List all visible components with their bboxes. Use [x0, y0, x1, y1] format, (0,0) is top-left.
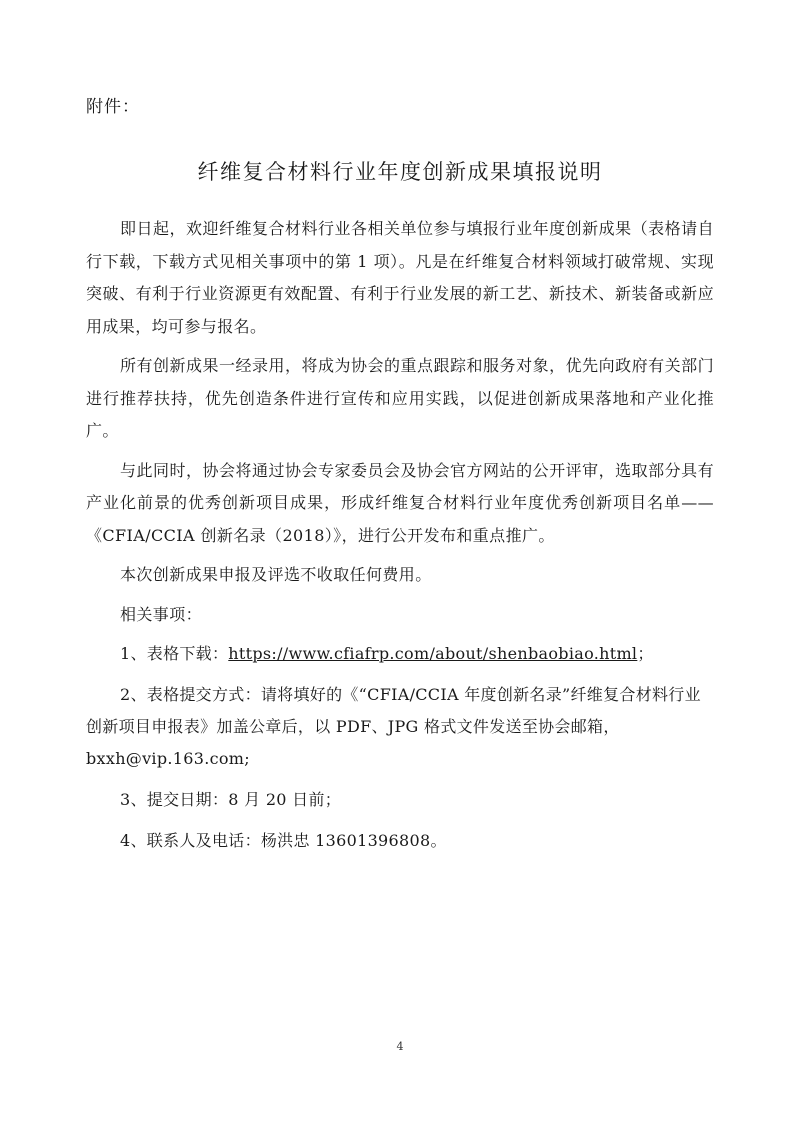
paragraph-intro: 即日起，欢迎纤维复合材料行业各相关单位参与填报行业年度创新成果（表格请自行下载，下载方式见相关事项中的第 1 项）。凡是在纤维复合材料领域打破常规、实现突破、有利于行业资源更有效配置、有利于行业发展的新工艺、新技术、新装备或新应用成果，均可参与报名。 [86, 219, 714, 336]
document-body [86, 213, 714, 866]
document-title: 纤维复合材料行业年度创新成果填报说明 [197, 160, 603, 184]
page-number: 4 [396, 1040, 404, 1053]
paragraph-fees: 本次创新成果申报及评选不收取任何费用。 [120, 565, 432, 584]
download-link[interactable]: https://www.cfiafrp.com/about/shenbaobiao.html [228, 644, 638, 663]
download-label: 1、表格下载： [120, 644, 229, 663]
list-item-submission: 2、表格提交方式：请将填好的《“CFIA/CCIA 年度创新名录”纤维复合材料行业创新项目申报表》加盖公章后，以 PDF、JPG 格式文件发送至协会邮箱，bxxh@vip.163.com; [86, 685, 701, 768]
related-matters-heading: 相关事项： [120, 604, 203, 624]
attachment-label: 附件： [86, 97, 140, 117]
paragraph-review: 与此同时，协会将通过协会专家委员会及协会官方网站的公开评审，选取部分具有产业化前景的优秀创新项目成果，形成纤维复合材料行业年度优秀创新项目名单——《CFIA/CCIA 创新名录（2018）》，进行公开发布和重点推广。 [86, 460, 714, 545]
list-item-download [86, 638, 714, 670]
list-item-contact: 4、联系人及电话：杨洪忠 13601396808。 [120, 831, 447, 850]
list-item-deadline: 3、提交日期：8 月 20 日前； [120, 790, 342, 809]
paragraph-benefits: 所有创新成果一经录用，将成为协会的重点跟踪和服务对象，优先向政府有关部门进行推荐扶持，优先创造条件进行宣传和应用实践，以促进创新成果落地和产业化推广。 [86, 356, 714, 440]
download-suffix: ； [637, 644, 654, 663]
